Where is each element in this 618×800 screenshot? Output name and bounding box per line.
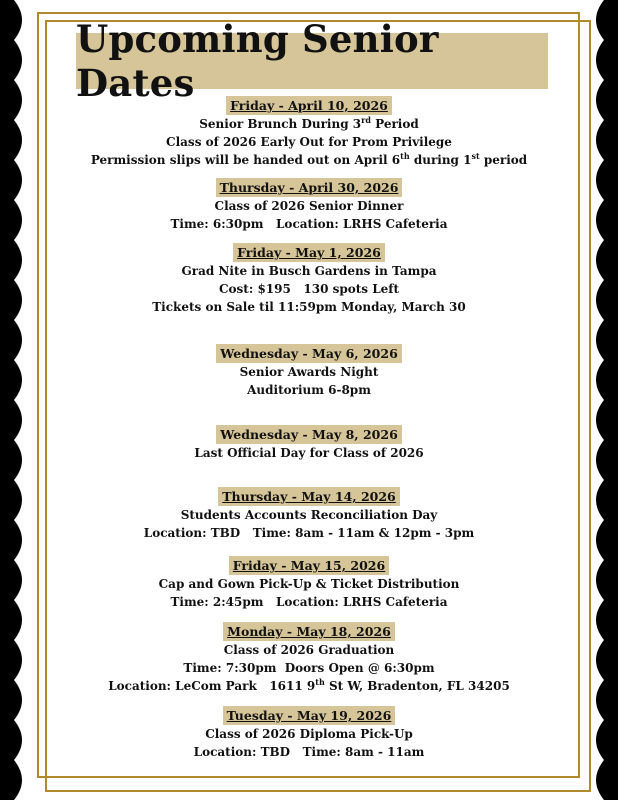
event-block-1	[60, 177, 558, 233]
event-line: Auditorium 6-8pm	[247, 383, 371, 397]
event-date: Thursday - April 30, 2026	[216, 178, 403, 197]
event-line: Senior Awards Night	[239, 365, 379, 379]
event-line: Class of 2026 Graduation	[223, 643, 395, 657]
event-date: Monday - May 18, 2026	[223, 622, 395, 641]
event-date: Friday - May 1, 2026	[233, 243, 385, 262]
scallop-shape-left	[0, 0, 22, 800]
event-line: Grad Nite in Busch Gardens in Tampa	[181, 264, 437, 278]
event-block-4	[60, 424, 558, 462]
event-block-0	[60, 95, 558, 169]
event-block-8	[60, 705, 558, 761]
event-line: Location: TBD Time: 8am - 11am	[193, 745, 425, 759]
event-line: Class of 2026 Early Out for Prom Privilege	[166, 135, 452, 149]
event-block-6	[60, 555, 558, 611]
event-line: Class of 2026 Senior Dinner	[214, 199, 404, 213]
event-date: Friday - April 10, 2026	[226, 96, 392, 115]
event-line: Location: TBD Time: 8am - 11am & 12pm - 3pm	[143, 526, 475, 540]
event-block-5	[60, 486, 558, 542]
event-line: Time: 7:30pm Doors Open @ 6:30pm	[183, 661, 435, 675]
event-block-7	[60, 621, 558, 695]
event-line: Senior Brunch During 3rd Period	[199, 115, 419, 131]
event-line: Time: 6:30pm Location: LRHS Cafeteria	[170, 217, 448, 231]
event-line: Location: LeCom Park 1611 9th St W, Bradenton, FL 34205	[108, 677, 510, 693]
title-banner	[76, 17, 548, 105]
event-date: Friday - May 15, 2026	[229, 556, 389, 575]
event-line: Students Accounts Reconciliation Day	[180, 508, 438, 522]
event-line: Class of 2026 Diploma Pick-Up	[205, 727, 413, 741]
scallop-shape-right	[596, 0, 618, 800]
event-line: Cost: $195 130 spots Left	[218, 282, 400, 296]
event-date: Wednesday - May 6, 2026	[216, 344, 402, 363]
event-date: Thursday - May 14, 2026	[218, 487, 400, 506]
event-line: Cap and Gown Pick-Up & Ticket Distribution	[158, 577, 460, 591]
event-block-2	[60, 242, 558, 316]
page-title: Upcoming Senior Dates	[76, 17, 439, 105]
scalloped-border-right	[590, 0, 618, 800]
event-line: Permission slips will be handed out on April 6th during 1st period	[90, 151, 528, 167]
event-line: Last Official Day for Class of 2026	[194, 446, 424, 460]
scalloped-border-left	[0, 0, 28, 800]
event-line: Tickets on Sale til 11:59pm Monday, March 30	[152, 300, 466, 314]
event-line: Time: 2:45pm Location: LRHS Cafeteria	[170, 595, 448, 609]
event-date: Tuesday - May 19, 2026	[223, 706, 396, 725]
event-date: Wednesday - May 8, 2026	[216, 425, 402, 444]
event-block-3	[60, 343, 558, 399]
